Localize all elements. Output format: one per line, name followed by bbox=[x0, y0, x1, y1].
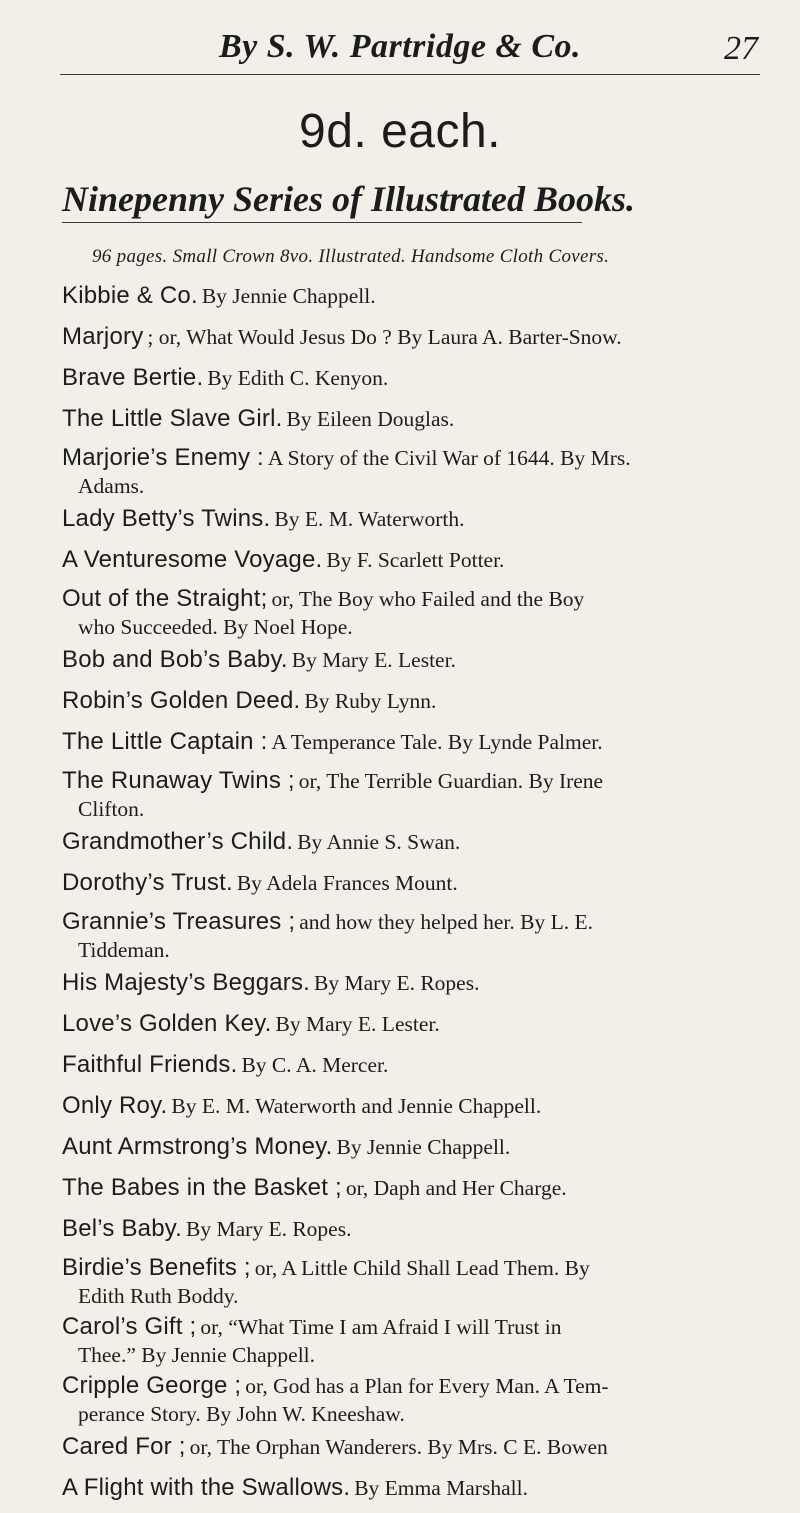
book-details-continued: Adams. bbox=[78, 474, 145, 498]
book-entry bbox=[62, 1090, 762, 1125]
book-title: Brave Bertie. bbox=[62, 364, 204, 391]
book-details: By Adela Frances Mount. bbox=[236, 871, 458, 895]
book-title: Grandmother’s Child. bbox=[62, 828, 294, 855]
book-entry bbox=[62, 403, 762, 438]
book-title: The Runaway Twins ; bbox=[62, 767, 295, 794]
book-entry bbox=[62, 444, 762, 497]
series-subtitle: 96 pages. Small Crown 8vo. Illustrated. Handsome Cloth Covers. bbox=[92, 246, 610, 267]
header-rule bbox=[60, 74, 760, 75]
series-title: Ninepenny Series of Illustrated Books. bbox=[62, 179, 636, 219]
book-details: By Jennie Chappell. bbox=[336, 1135, 511, 1159]
book-title: Bob and Bob’s Baby. bbox=[62, 646, 288, 673]
book-details: By Annie S. Swan. bbox=[297, 830, 461, 854]
book-details: By Mary E. Ropes. bbox=[314, 971, 480, 995]
book-title: Cripple George ; bbox=[62, 1372, 242, 1399]
book-title: Marjorie’s Enemy : bbox=[62, 444, 264, 471]
book-entry bbox=[62, 967, 762, 1002]
book-title: Cared For ; bbox=[62, 1433, 186, 1460]
book-entry bbox=[62, 1431, 762, 1466]
book-title: Birdie’s Benefits ; bbox=[62, 1254, 251, 1281]
book-title: Grannie’s Treasures ; bbox=[62, 908, 296, 935]
book-title: Lady Betty’s Twins. bbox=[62, 505, 271, 532]
book-details: By Edith C. Kenyon. bbox=[207, 366, 389, 390]
book-entry bbox=[62, 867, 762, 902]
book-details: or, “What Time I am Afraid I will Trust in bbox=[200, 1315, 562, 1339]
book-title: Faithful Friends. bbox=[62, 1051, 238, 1078]
book-details-continued: Tiddeman. bbox=[78, 938, 170, 962]
book-entry bbox=[62, 1008, 762, 1043]
running-head bbox=[0, 28, 800, 78]
book-details: By E. M. Waterworth. bbox=[274, 507, 465, 531]
book-title: The Babes in the Basket ; bbox=[62, 1174, 342, 1201]
book-entry bbox=[62, 280, 762, 315]
book-title: Only Roy. bbox=[62, 1092, 168, 1119]
book-details: A Temperance Tale. By Lynde Palmer. bbox=[271, 730, 603, 754]
book-title: A Venturesome Voyage. bbox=[62, 546, 323, 573]
book-details: By C. A. Mercer. bbox=[241, 1053, 389, 1077]
book-entry bbox=[62, 585, 762, 638]
book-entry bbox=[62, 726, 762, 761]
book-details: and how they helped her. By L. E. bbox=[299, 910, 593, 934]
book-details: By Mary E. Lester. bbox=[275, 1012, 440, 1036]
running-title: By S. W. Partridge & Co. bbox=[218, 28, 582, 65]
page-number: 27 bbox=[724, 30, 758, 67]
book-title: The Little Slave Girl. bbox=[62, 405, 283, 432]
book-entry bbox=[62, 1131, 762, 1166]
book-title: Out of the Straight; bbox=[62, 585, 268, 612]
book-entry bbox=[62, 544, 762, 579]
book-details: By Emma Marshall. bbox=[354, 1476, 528, 1500]
book-entry bbox=[62, 1172, 762, 1207]
book-details: or, Daph and Her Charge. bbox=[345, 1176, 567, 1200]
book-details: By F. Scarlett Potter. bbox=[326, 548, 505, 572]
book-entry bbox=[62, 685, 762, 720]
book-details: By Mary E. Lester. bbox=[291, 648, 456, 672]
series-rule bbox=[62, 222, 582, 223]
book-title: Kibbie & Co. bbox=[62, 282, 198, 309]
book-entry bbox=[62, 1372, 762, 1425]
book-details-continued: Edith Ruth Boddy. bbox=[78, 1284, 239, 1308]
book-title: A Flight with the Swallows. bbox=[62, 1474, 351, 1501]
book-title: Robin’s Golden Deed. bbox=[62, 687, 301, 714]
price-heading: 9d. each. bbox=[299, 105, 501, 158]
book-entry bbox=[62, 1213, 762, 1248]
book-details: By Ruby Lynn. bbox=[304, 689, 437, 713]
book-title: Aunt Armstrong’s Money. bbox=[62, 1133, 333, 1160]
book-details-continued: who Succeeded. By Noel Hope. bbox=[78, 615, 353, 639]
book-entry bbox=[62, 826, 762, 861]
book-details: or, A Little Child Shall Lead Them. By bbox=[254, 1256, 590, 1280]
book-details: By E. M. Waterworth and Jennie Chappell. bbox=[171, 1094, 542, 1118]
book-title: Dorothy’s Trust. bbox=[62, 869, 233, 896]
book-entry bbox=[62, 362, 762, 397]
book-entry bbox=[62, 503, 762, 538]
book-list bbox=[62, 280, 762, 1513]
book-title: Love’s Golden Key. bbox=[62, 1010, 272, 1037]
book-title: Marjory bbox=[62, 323, 144, 350]
book-details: or, The Terrible Guardian. By Irene bbox=[298, 769, 604, 793]
book-details: or, The Orphan Wanderers. By Mrs. C E. Bowen bbox=[189, 1435, 608, 1459]
book-title: His Majesty’s Beggars. bbox=[62, 969, 311, 996]
book-entry bbox=[62, 644, 762, 679]
book-details-continued: perance Story. By John W. Kneeshaw. bbox=[78, 1402, 405, 1426]
book-entry bbox=[62, 1472, 762, 1507]
book-entry bbox=[62, 321, 762, 356]
book-entry bbox=[62, 1313, 762, 1366]
book-details-continued: Thee.” By Jennie Chappell. bbox=[78, 1343, 316, 1367]
book-details: By Mary E. Ropes. bbox=[186, 1217, 352, 1241]
book-details: By Eileen Douglas. bbox=[286, 407, 455, 431]
book-title: Bel’s Baby. bbox=[62, 1215, 183, 1242]
book-details: or, The Boy who Failed and the Boy bbox=[271, 587, 585, 611]
book-entry bbox=[62, 767, 762, 820]
book-title: Carol’s Gift ; bbox=[62, 1313, 197, 1340]
book-details-continued: Clifton. bbox=[78, 797, 145, 821]
book-entry bbox=[62, 908, 762, 961]
book-entry bbox=[62, 1254, 762, 1307]
book-details: or, God has a Plan for Every Man. A Tem- bbox=[245, 1374, 609, 1398]
book-details: ; or, What Would Jesus Do ? By Laura A. Barter-Snow. bbox=[147, 325, 622, 349]
book-entry bbox=[62, 1049, 762, 1084]
book-details: By Jennie Chappell. bbox=[201, 284, 376, 308]
book-title: The Little Captain : bbox=[62, 728, 268, 755]
book-details: A Story of the Civil War of 1644. By Mrs. bbox=[267, 446, 631, 470]
